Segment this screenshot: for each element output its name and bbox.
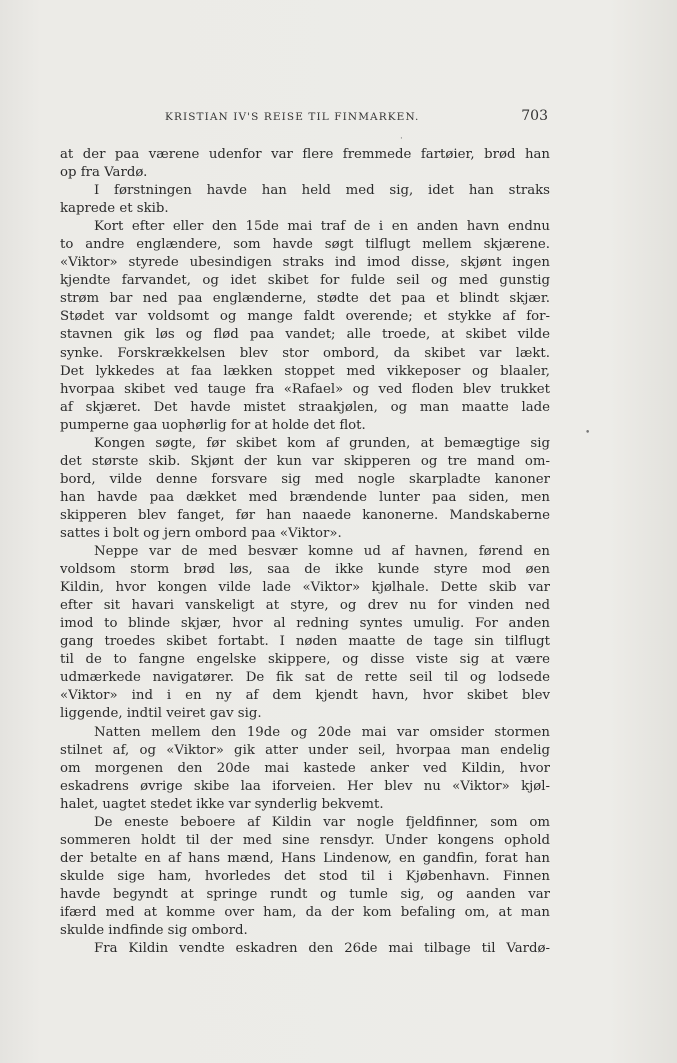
- text-line: Kongen søgte, før skibet kom af grunden, at bemægtige sig: [94, 435, 550, 451]
- text-line: om morgenen den 20de mai kastede anker ved Kildin, hvor: [60, 760, 550, 776]
- text-line: af skjæret. Det havde mistet straakjølen, og man maatte lade: [60, 399, 550, 415]
- text-line: sattes i bolt og jern ombord paa «Viktor».: [60, 525, 342, 541]
- text-line: Stødet var voldsomt og mange faldt overende; et stykke af for-: [60, 309, 550, 325]
- text-line: I førstningen havde han held med sig, idet han straks: [94, 183, 550, 199]
- text-line: at der paa værene udenfor var flere fremmede fartøier, brød han: [60, 147, 550, 162]
- running-title: KRISTIAN IV'S REISE TIL FINMARKEN.: [165, 111, 420, 123]
- text-line: stilnet af, og «Viktor» gik atter under seil, hvorpaa man endelig: [60, 742, 550, 758]
- text-line: der betalte en af hans mænd, Hans Lindenow, en gandfin, forat han: [60, 850, 550, 866]
- page-header: [60, 108, 550, 128]
- text-line: kaprede et skib.: [60, 201, 169, 217]
- text-line: synke. Forskrækkelsen blev stor ombord, da skibet var lækt.: [60, 345, 550, 361]
- text-line: skulde sige ham, hvorledes det stod til i Kjøbenhavn. Finnen: [60, 868, 550, 884]
- text-line: Fra Kildin vendte eskadren den 26de mai tilbage til Vardø-: [94, 941, 550, 957]
- text-line: «Viktor» styrede ubesindigen straks ind imod disse, skjønt ingen: [60, 255, 550, 271]
- text-line: Kildin, hvor kongen vilde lade «Viktor» kjølhale. Dette skib var: [60, 580, 550, 596]
- text-line: strøm bar ned paa englænderne, stødte det paa et blindt skjær.: [60, 291, 550, 307]
- text-line: bord, vilde denne forsvare sig med nogle skarpladte kanoner: [60, 471, 550, 487]
- page-number: 703: [521, 108, 548, 124]
- text-line: skipperen blev fanget, før han naaede kanonerne. Mandskaberne: [60, 507, 550, 523]
- text-line: skulde indfinde sig ombord.: [60, 923, 248, 939]
- text-line: imod to blinde skjær, hvor al redning syntes umulig. For anden: [60, 616, 550, 632]
- text-line: udmærkede navigatører. De fik sat de rette seil til og lodsede: [60, 670, 550, 686]
- text-line: Kort efter eller den 15de mai traf de i en anden havn endnu: [94, 219, 550, 235]
- text-line: havde begyndt at springe rundt og tumle sig, og aanden var: [60, 886, 550, 902]
- text-line: Natten mellem den 19de og 20de mai var omsider stormen: [94, 724, 550, 740]
- text-line: hvorpaa skibet ved tauge fra «Rafael» og ved floden blev trukket: [60, 381, 550, 397]
- text-line: gang troedes skibet fortabt. I nøden maatte de tage sin tilflugt: [60, 634, 550, 650]
- text-line: ifærd med at komme over ham, da der kom befaling om, at man: [60, 904, 550, 920]
- text-line: efter sit havari vanskeligt at styre, og drev nu for vinden ned: [60, 598, 550, 614]
- margin-mark: •: [585, 428, 591, 438]
- text-line: «Viktor» ind i en ny af dem kjendt havn, hvor skibet blev: [60, 688, 550, 704]
- text-line: voldsom storm brød løs, saa de ikke kunde styre mod øen: [60, 562, 550, 578]
- text-line: De eneste beboere af Kildin var nogle fjeldfinner, som om: [94, 814, 550, 830]
- text-line: liggende, indtil veiret gav sig.: [60, 706, 262, 722]
- text-line: han havde paa dækket med brændende lunter paa siden, men: [60, 489, 550, 505]
- text-line: kjendte farvandet, og idet skibet for fulde seil og med gunstig: [60, 273, 550, 289]
- text-line: pumperne gaa uophørlig for at holde det flot.: [60, 417, 366, 433]
- text-line: til de to fangne engelske skippere, og disse viste sig at være: [60, 652, 550, 668]
- text-line: to andre englændere, som havde søgt tilflugt mellem skjærene.: [60, 237, 550, 253]
- body-text: [60, 146, 550, 958]
- text-line: Det lykkedes at faa lækken stoppet med vikkeposer og blaaler,: [60, 363, 550, 379]
- text-line: sommeren holdt til der med sine rensdyr. Under kongens ophold: [60, 832, 550, 848]
- text-line: halet, uagtet stedet ikke var synderlig bekvemt.: [60, 796, 384, 812]
- text-line: op fra Vardø.: [60, 165, 148, 181]
- print-speck: ·: [400, 134, 403, 144]
- text-line: eskadrens øvrige skibe laa iforveien. Her blev nu «Viktor» kjøl-: [60, 778, 550, 794]
- text-line: Neppe var de med besvær komne ud af havnen, førend en: [94, 544, 550, 560]
- text-line: stavnen gik løs og flød paa vandet; alle troede, at skibet vilde: [60, 327, 550, 343]
- text-line: det største skib. Skjønt der kun var skipperen og tre mand om-: [60, 453, 550, 469]
